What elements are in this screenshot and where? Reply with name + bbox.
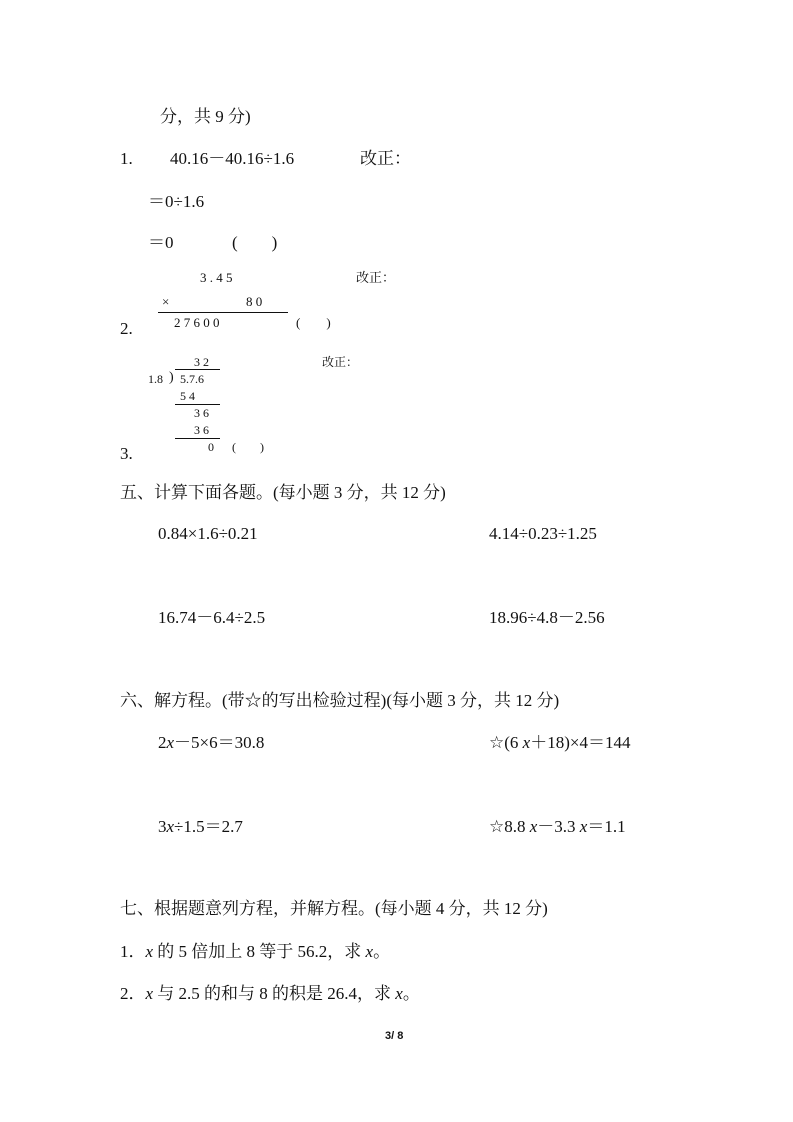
q2-product: 2 7 6 0 0	[174, 315, 220, 330]
q3-rule1	[175, 404, 220, 405]
equation-3	[158, 818, 243, 835]
q2-correct-label: 改正：	[356, 270, 396, 285]
wp2-text: 与 2.5 的和与 8 的积是 26.4，求	[153, 984, 396, 1003]
q3-divisor: 1.8	[148, 372, 163, 386]
q3-remainder1: 3 6	[194, 406, 209, 420]
q2-multiplier: 8 0	[246, 294, 263, 309]
equation-1	[158, 734, 264, 751]
calc-item-4: 18.96÷4.8－2.56	[489, 608, 605, 627]
eq1-part-a: 2	[158, 733, 167, 752]
wp1-variable: x	[145, 942, 154, 961]
q2-answer-paren: ( )	[296, 315, 331, 330]
equation-4	[489, 818, 626, 835]
eq1-part-b: －5×6＝30.8	[174, 733, 265, 752]
section-7-heading: 七、根据题意列方程，并解方程。(每小题 4 分，共 12 分)	[120, 899, 548, 918]
continuation-line: 分，共 9 分)	[160, 107, 251, 126]
eq3-variable: x	[166, 817, 175, 836]
q3-subtract1: 5 4	[180, 389, 195, 403]
wp1-text: 的 5 倍加上 8 等于 56.2，求	[153, 942, 366, 961]
word-problem-2	[120, 985, 420, 1002]
section-6-heading: 六、解方程。(带☆的写出检验过程)(每小题 3 分，共 12 分)	[120, 691, 560, 710]
wp1-variable-2: x	[365, 942, 374, 961]
q3-correct-label: 改正：	[322, 355, 359, 369]
calc-item-1: 0.84×1.6÷0.21	[158, 524, 258, 543]
q2-number: 2.	[120, 319, 133, 338]
wp1-end: 。	[373, 942, 391, 961]
wp2-variable-2: x	[395, 984, 403, 1003]
q3-quotient: 3 2	[194, 355, 209, 369]
eq2-part-a: ☆(6	[489, 733, 523, 752]
calc-item-3: 16.74－6.4÷2.5	[158, 608, 266, 627]
q1-step1: ＝0÷1.6	[148, 192, 205, 211]
q2-times-sign: ×	[162, 294, 170, 309]
q3-remainder2: 0	[208, 440, 214, 454]
wp1-number: 1．	[120, 942, 146, 961]
eq3-part-b: ÷1.5＝2.7	[174, 817, 243, 836]
eq3-part-a: 3	[158, 817, 167, 836]
eq4-part-b: －3.3	[537, 817, 580, 836]
q3-subtract2: 3 6	[194, 423, 209, 437]
wp2-variable: x	[145, 984, 154, 1003]
eq4-part-c: ＝1.1	[587, 817, 626, 836]
q1-answer-paren: ( )	[232, 233, 278, 252]
q3-rule2	[175, 438, 220, 439]
page-number: 3/ 8	[385, 1030, 404, 1042]
q3-number: 3.	[120, 444, 133, 463]
q3-answer-paren: ( )	[232, 440, 264, 454]
q2-multiplicand: 3 . 4 5	[200, 270, 233, 285]
q3-dividend: 5.7.6	[180, 372, 204, 386]
eq4-part-a: ☆8.8	[489, 817, 530, 836]
q3-division-bracket: )	[169, 370, 174, 385]
q2-rule	[158, 312, 288, 313]
eq1-variable: x	[166, 733, 175, 752]
q1-number: 1.	[120, 149, 133, 168]
eq4-variable-2: x	[579, 817, 588, 836]
eq4-variable: x	[529, 817, 538, 836]
q1-step2: ＝0	[148, 233, 174, 252]
wp2-number: 2．	[120, 984, 146, 1003]
q1-expression: 40.16－40.16÷1.6	[170, 149, 295, 168]
eq2-variable: x	[522, 733, 531, 752]
word-problem-1	[120, 943, 390, 960]
eq2-part-b: ＋18)×4＝144	[530, 733, 631, 752]
q1-correct-label: 改正：	[360, 149, 411, 168]
wp2-end: 。	[402, 984, 420, 1003]
q3-division-bar	[175, 369, 220, 370]
calc-item-2: 4.14÷0.23÷1.25	[489, 524, 597, 543]
section-5-heading: 五、计算下面各题。(每小题 3 分，共 12 分)	[120, 483, 446, 502]
equation-2	[489, 734, 630, 751]
